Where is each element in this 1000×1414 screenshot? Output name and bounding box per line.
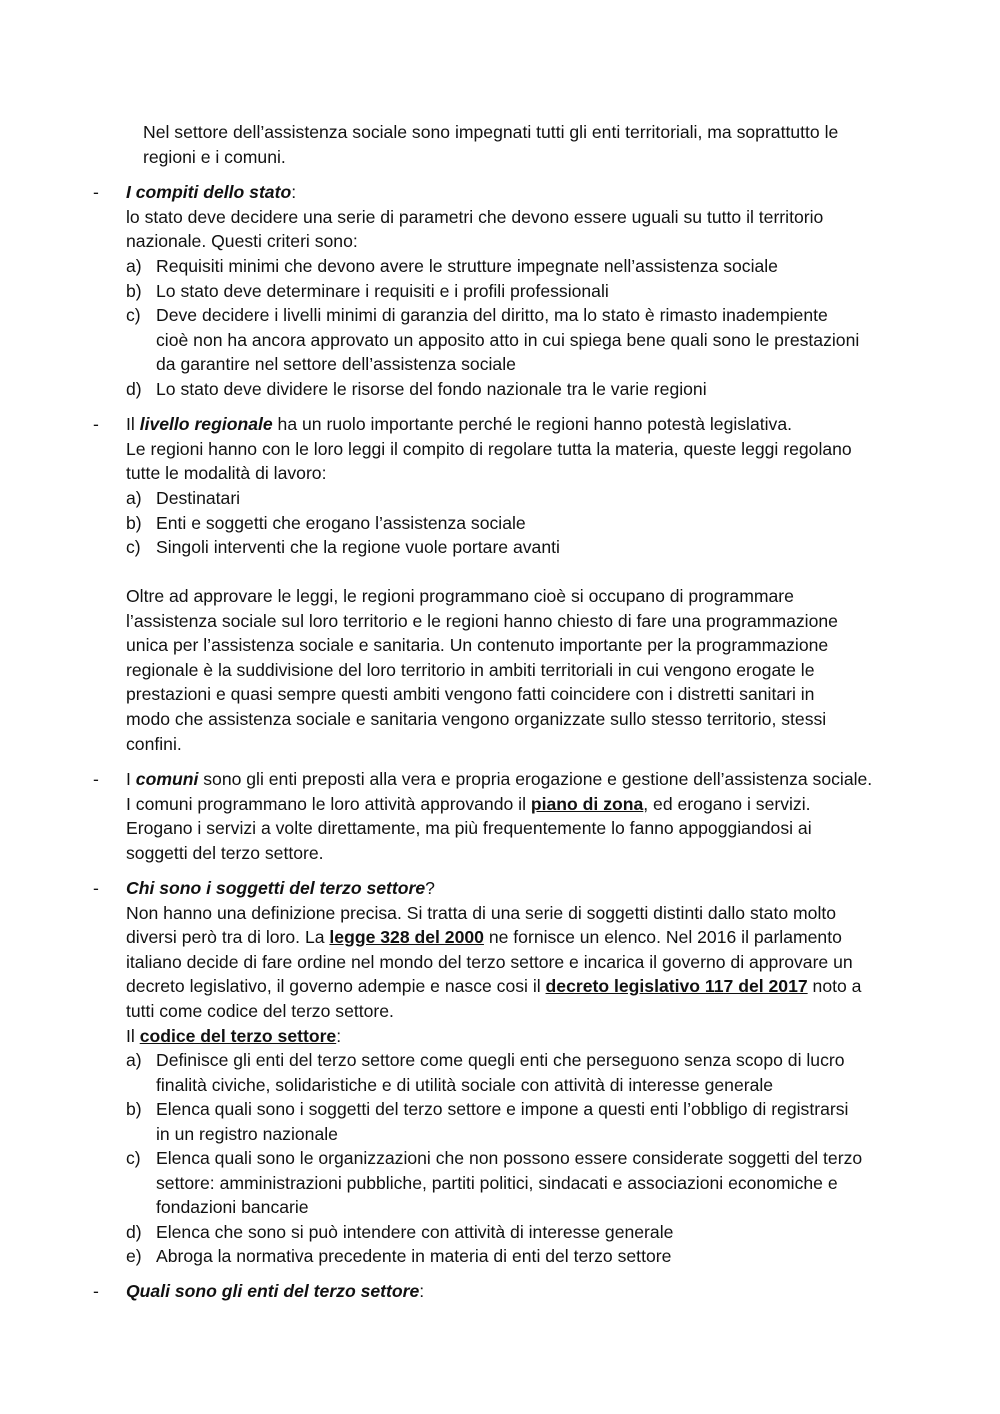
section-heading-line [126, 412, 852, 437]
section-heading: comuni [135, 769, 199, 789]
body-line: l’assistenza sociale sul loro territorio e le regioni hanno chiesto di fare una programmazione [126, 610, 838, 631]
list-text: Lo stato deve determinare i requisiti e i profili professionali [156, 281, 609, 301]
heading-punctuation: ? [425, 878, 435, 898]
section-heading: Chi sono i soggetti del terzo settore [126, 878, 426, 898]
body-line: Erogano i servizi a volte direttamente, ma più frequentemente lo fanno appoggiandosi ai [126, 818, 812, 839]
body-line: soggetti del terzo settore. [126, 842, 324, 863]
list-text: in un registro nazionale [156, 1123, 338, 1144]
regional-programming-paragraph [126, 584, 838, 756]
body-line: confini. [126, 733, 182, 754]
body-line [126, 974, 861, 999]
body-line: nazionale. Questi criteri sono: [126, 231, 358, 252]
list-label: c) [126, 1148, 141, 1168]
section-heading-line [126, 767, 872, 792]
bullet-dash: - [93, 878, 99, 898]
list-text: finalità civiche, solidaristiche e di utilità sociale con attività di interesse generale [156, 1074, 774, 1095]
list-label: c) [126, 537, 141, 557]
body-line: Non hanno una definizione precisa. Si tratta di una serie di soggetti distinti dallo stato molto [126, 902, 837, 923]
legge-328-link: legge 328 del 2000 [329, 927, 484, 948]
list-label: b) [126, 281, 142, 301]
decreto-117-link: decreto legislativo 117 del 2017 [545, 976, 808, 997]
section-comuni [126, 767, 872, 865]
codice-terzo-settore-link: codice del terzo settore [139, 1025, 337, 1046]
text-segment: Il [126, 1025, 140, 1046]
list-text: Elenca quali sono i soggetti del terzo settore e impone a questi enti l’obbligo di registrarsi [156, 1099, 849, 1119]
intro-line: Nel settore dell’assistenza sociale sono impegnati tutti gli enti territoriali, ma soprattutto le [143, 122, 839, 142]
section-heading-line [126, 180, 823, 205]
text-segment: , ed erogano i servizi. [643, 793, 811, 814]
body-line [126, 792, 872, 817]
piano-di-zona-link: piano di zona [530, 793, 644, 814]
list-text: settore: amministrazioni pubbliche, partiti politici, sindacati e associazioni economiche e [156, 1172, 838, 1193]
text-segment: decreto legislativo, il governo adempie e nasce cosi il [126, 976, 546, 997]
list-label: a) [126, 256, 142, 276]
body-line: tutte le modalità di lavoro: [126, 463, 327, 484]
list-text: Singoli interventi che la regione vuole portare avanti [156, 537, 560, 557]
list-text: da garantire nel settore dell’assistenza sociale [156, 354, 516, 375]
text-segment: ne fornisce un elenco. Nel 2016 il parlamento [483, 927, 842, 948]
list-text: Deve decidere i livelli minimi di garanzia del diritto, ma lo stato è rimasto inadempiente [156, 305, 828, 325]
heading-punctuation: : [291, 182, 297, 202]
list-text: Elenca che sono si può intendere con attività di interesse generale [156, 1222, 674, 1242]
body-line: lo stato deve decidere una serie di parametri che devono essere uguali su tutto il territorio [126, 206, 824, 227]
section-livello-regionale [126, 412, 852, 486]
body-line: modo che assistenza sociale e sanitaria vengono organizzate sullo stesso territorio, stessi [126, 708, 827, 729]
list-text: cioè non ha ancora approvato un apposito atto in cui spiega bene quali sono le prestazioni [156, 329, 860, 350]
text-segment: I comuni programmano le loro attività approvando il [126, 793, 531, 814]
list-text: Lo stato deve dividere le risorse del fondo nazionale tra le varie regioni [156, 379, 707, 399]
text-segment: diversi però tra di loro. La [126, 927, 330, 948]
bullet-dash: - [93, 182, 99, 202]
heading-punctuation: : [419, 1281, 425, 1301]
heading-prefix: I [126, 769, 136, 789]
body-line: unica per l’assistenza sociale e sanitaria. Un contenuto importante per la programmazione [126, 635, 829, 656]
list-text: Requisiti minimi che devono avere le strutture impegnate nell’assistenza sociale [156, 256, 778, 276]
list-label: a) [126, 488, 142, 508]
body-line: prestazioni e quasi sempre questi ambiti vengono fatti coincidere con i distretti sanitari in [126, 684, 815, 705]
list-label: b) [126, 513, 142, 533]
body-line: Oltre ad approvare le leggi, le regioni programmano cioè si occupano di programmare [126, 586, 794, 606]
list-label: d) [126, 379, 142, 399]
list-label: c) [126, 305, 141, 325]
body-line: tutti come codice del terzo settore. [126, 1000, 394, 1021]
heading-suffix: ha un ruolo importante perché le regioni hanno potestà legislativa. [272, 414, 793, 434]
section-heading-line [126, 1279, 424, 1304]
intro-line: regioni e i comuni. [143, 146, 286, 167]
list-label: e) [126, 1246, 142, 1266]
section-heading: Quali sono gli enti del terzo settore [126, 1281, 420, 1301]
section-soggetti-terzo-settore [126, 876, 861, 1048]
text-segment: noto a [807, 976, 862, 997]
list-label: d) [126, 1222, 142, 1242]
list-text: Destinatari [156, 488, 241, 508]
section-enti-terzo-settore [126, 1279, 424, 1304]
body-line [126, 1024, 861, 1049]
section-heading-line [126, 876, 861, 901]
text-segment: : [336, 1025, 342, 1046]
body-line [126, 925, 861, 950]
bullet-dash: - [93, 414, 99, 434]
list-text: Elenca quali sono le organizzazioni che non possono essere considerate soggetti del terzo [156, 1148, 863, 1168]
heading-prefix: Il [126, 414, 140, 434]
section-compiti-stato [126, 180, 823, 254]
list-label: a) [126, 1050, 142, 1070]
intro-paragraph [143, 120, 838, 169]
list-text: fondazioni bancarie [156, 1197, 309, 1218]
list-label: b) [126, 1099, 142, 1119]
section-heading: livello regionale [139, 414, 273, 434]
list-text: Enti e soggetti che erogano l’assistenza sociale [156, 513, 526, 533]
list-text: Abroga la normativa precedente in materia di enti del terzo settore [156, 1246, 672, 1266]
bullet-dash: - [93, 1281, 99, 1301]
section-heading: I compiti dello stato [126, 182, 292, 202]
list-text: Definisce gli enti del terzo settore come quegli enti che perseguono senza scopo di lucro [156, 1050, 845, 1070]
body-line: regionale è la suddivisione del loro territorio in ambiti territoriali in cui vengono erogate le [126, 659, 815, 680]
body-line: Le regioni hanno con le loro leggi il compito di regolare tutta la materia, queste leggi regolano [126, 438, 852, 459]
bullet-dash: - [93, 769, 99, 789]
body-line: italiano decide di fare ordine nel mondo del terzo settore e incarica il governo di approvare un [126, 951, 853, 972]
heading-suffix: sono gli enti preposti alla vera e propria erogazione e gestione dell’assistenza sociale. [198, 769, 873, 789]
